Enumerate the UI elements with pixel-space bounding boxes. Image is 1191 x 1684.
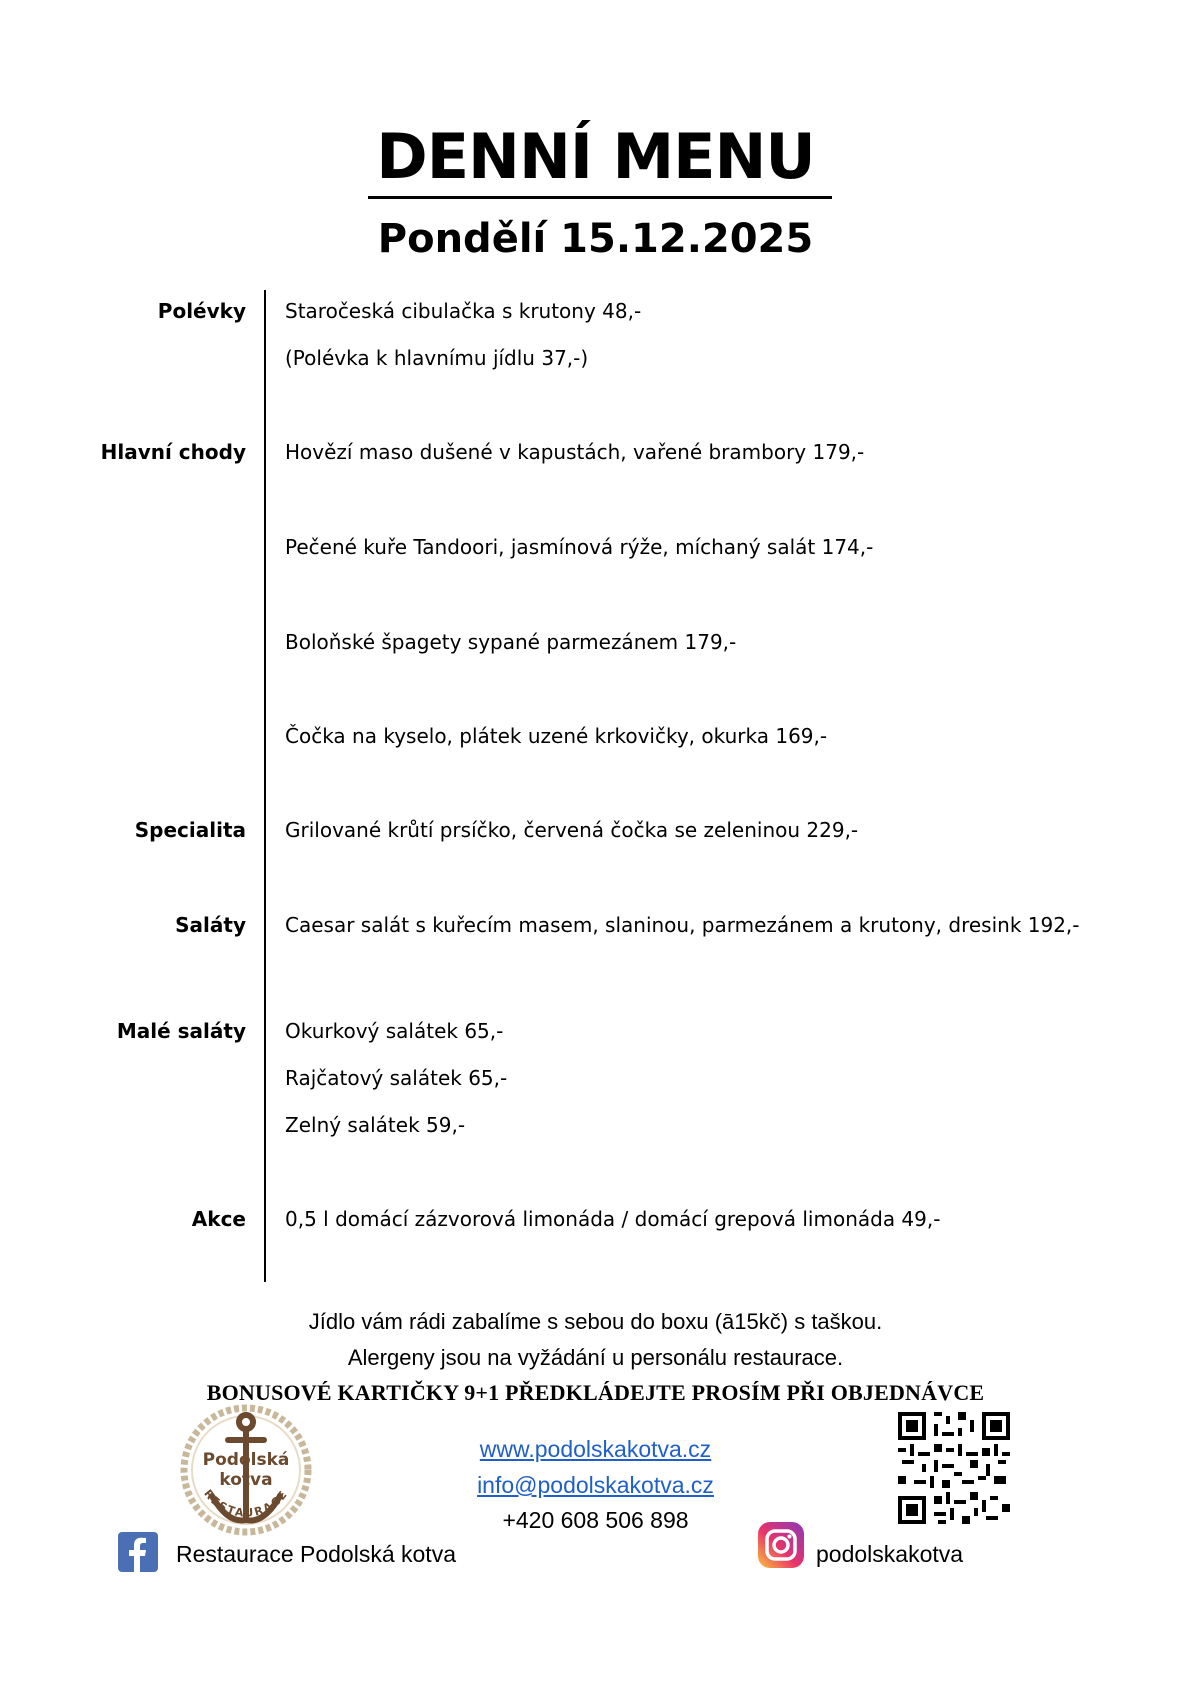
menu-item: Boloňské špagety sypané parmezánem 179,-	[285, 630, 737, 654]
menu-item: 0,5 l domácí zázvorová limonáda / domácí grepová limonáda 49,-	[285, 1207, 941, 1231]
category-salaty: Saláty	[175, 913, 246, 937]
menu-item: Caesar salát s kuřecím masem, slaninou, parmezánem a krutony, dresink 192,-	[285, 913, 1080, 937]
instagram-label[interactable]: podolskakotva	[816, 1541, 964, 1567]
menu-item: Grilované krůtí prsíčko, červená čočka se zeleninou 229,-	[285, 818, 859, 842]
category-polevky: Polévky	[157, 299, 246, 323]
phone-number: +420 608 506 898	[502, 1507, 689, 1533]
allergen-note: Alergeny jsou na vyžádání u personálu restaurace.	[347, 1345, 844, 1370]
logo-ring-text: RESTAURACE	[201, 1487, 291, 1520]
menu-date: Pondělí 15.12.2025	[377, 216, 814, 262]
bonus-card-note: BONUSOVÉ KARTIČKY 9+1 PŘEDKLÁDEJTE PROSÍM PŘI OBJEDNÁVCE	[206, 1380, 985, 1405]
logo-name-line1: Podolská	[202, 1450, 290, 1470]
qr-code	[898, 1412, 1010, 1524]
category-male-salaty: Malé saláty	[116, 1019, 246, 1043]
page-title: DENNÍ MENU	[376, 120, 815, 193]
menu-item: Staročeská cibulačka s krutony 48,-	[285, 299, 642, 323]
logo-name-line2: kotva	[219, 1470, 273, 1490]
category-divider	[264, 290, 266, 1282]
title-underline	[368, 196, 832, 199]
menu-item: Hovězí maso dušené v kapustách, vařené brambory 179,-	[285, 440, 865, 464]
facebook-icon[interactable]	[118, 1532, 158, 1572]
menu-item: Okurkový salátek 65,-	[285, 1019, 504, 1043]
menu-item: Pečené kuře Tandoori, jasmínová rýže, míchaný salát 174,-	[285, 535, 874, 559]
menu-item: (Polévka k hlavnímu jídlu 37,-)	[285, 346, 589, 370]
facebook-label[interactable]: Restaurace Podolská kotva	[176, 1541, 456, 1567]
menu-item: Čočka na kyselo, plátek uzené krkovičky, okurka 169,-	[285, 724, 828, 748]
email-link[interactable]: info@podolskakotva.cz	[477, 1472, 714, 1498]
takeaway-note: Jídlo vám rádi zabalíme s sebou do boxu (ā15kč) s taškou.	[308, 1309, 883, 1334]
category-specialita: Specialita	[134, 818, 246, 842]
instagram-icon[interactable]	[756, 1520, 806, 1570]
category-hlavni-chody: Hlavní chody	[100, 440, 246, 464]
menu-item: Rajčatový salátek 65,-	[285, 1066, 508, 1090]
category-akce: Akce	[191, 1207, 246, 1231]
website-link[interactable]: www.podolskakotva.cz	[479, 1436, 712, 1462]
menu-item: Zelný salátek 59,-	[285, 1113, 466, 1137]
